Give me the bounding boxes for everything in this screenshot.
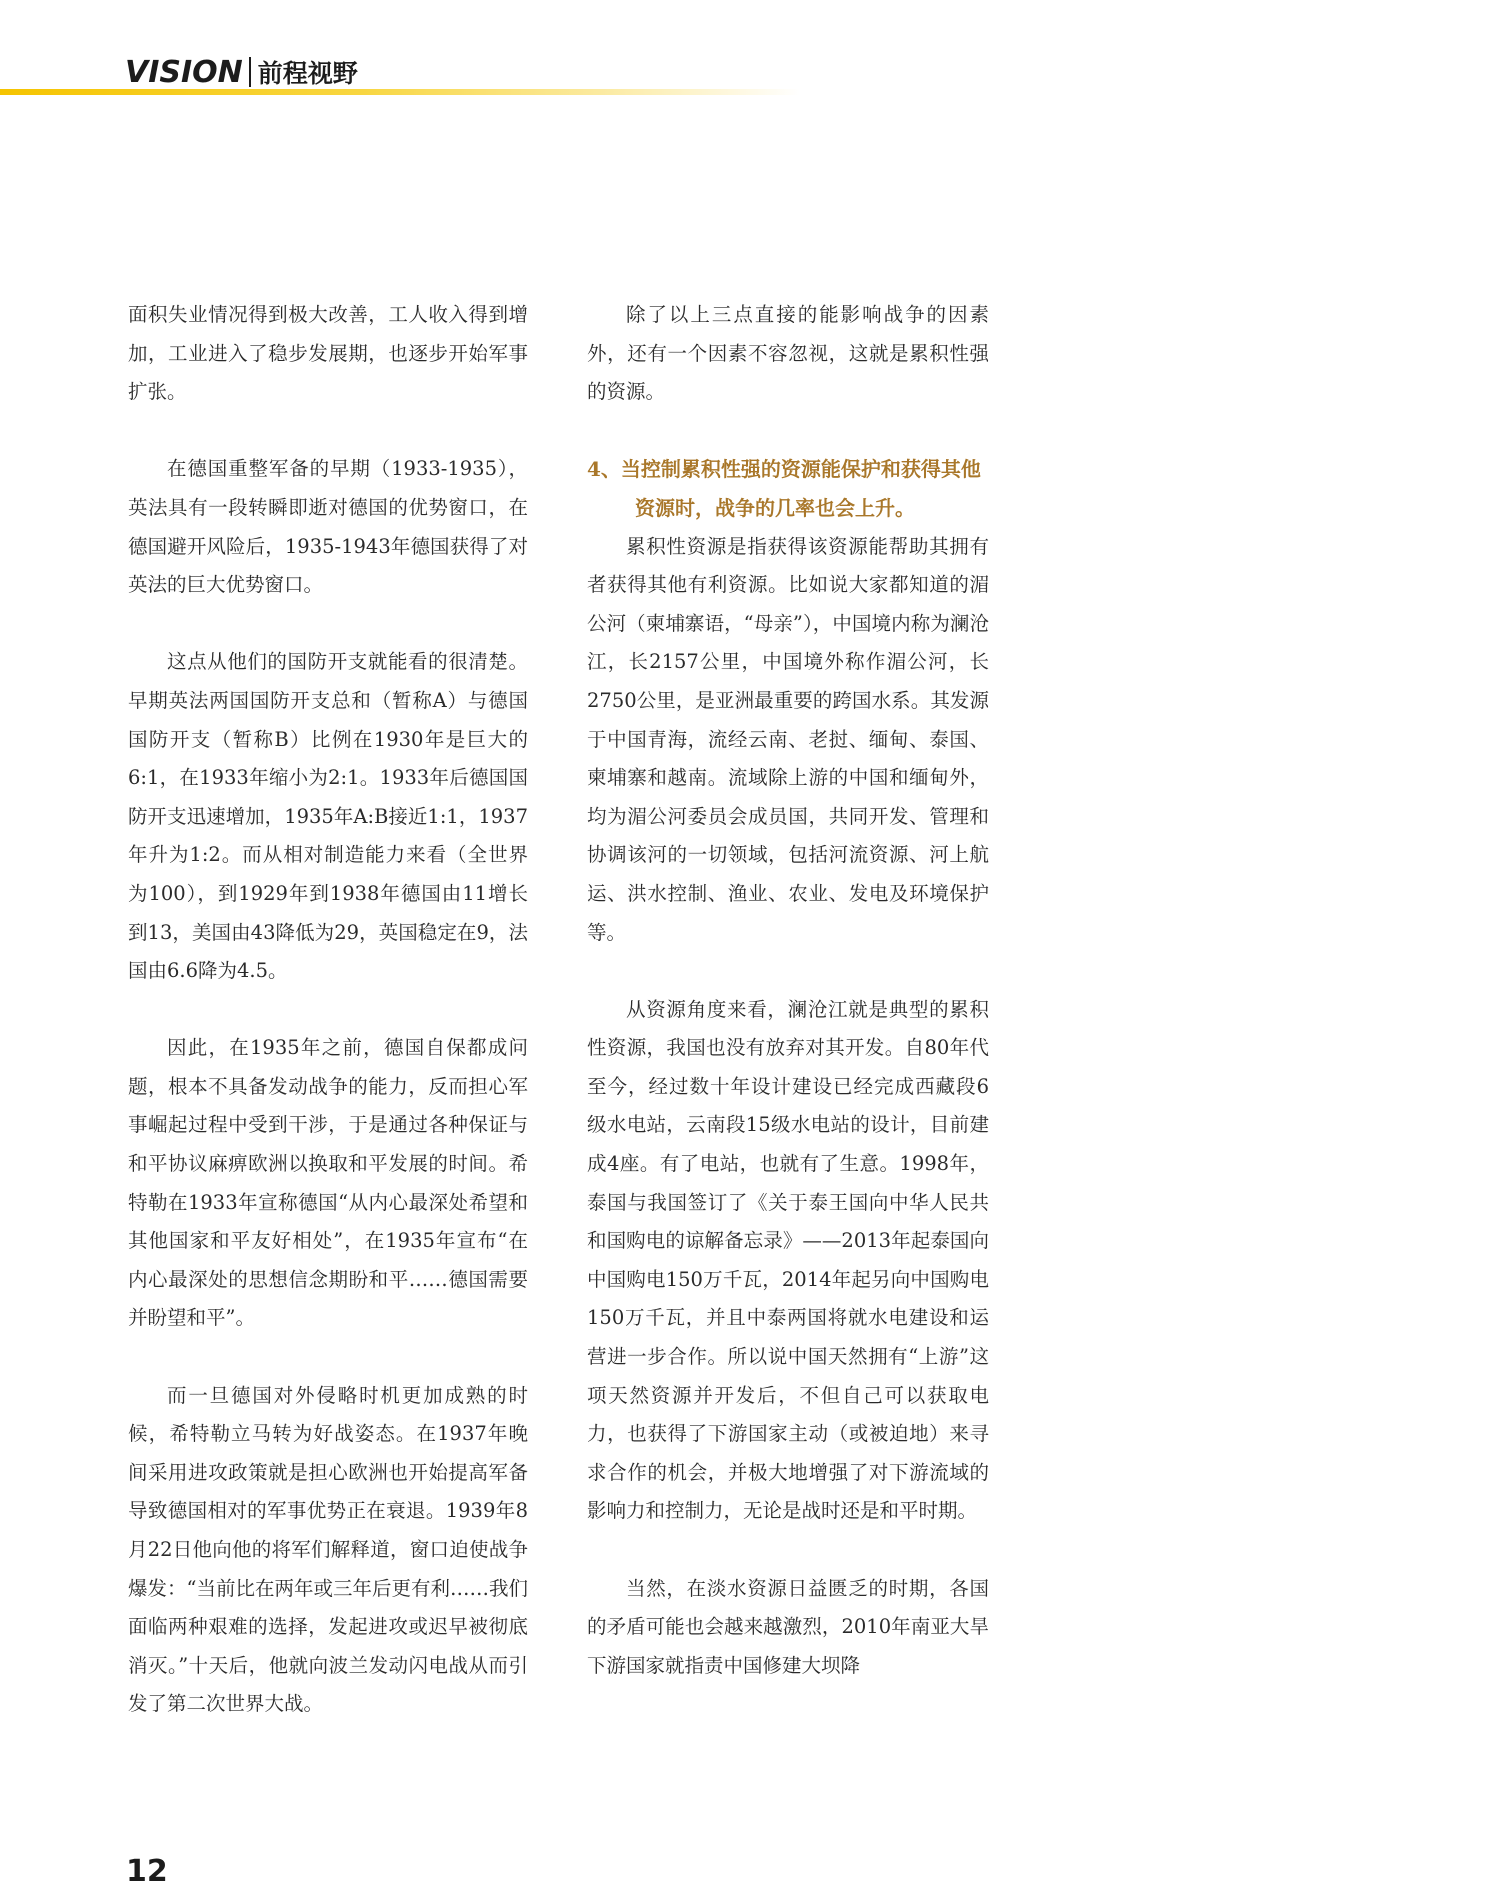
right-paragraph: 从资源角度来看，澜沧江就是典型的累积性资源，我国也没有放弃对其开发。自80年代至今，经过数十年设计建设已经完成西藏段6级水电站，云南段15级水电站的设计，目前建成4座。有了电站，也就有了生意。1998年，泰国与我国签订了《关于泰王国向中华人民共和国购电的谅解备忘录》——2013年起泰国向中国购电150万千瓦，2014年起另向中国购电150万千瓦，并且中泰两国将就水电建设和运营进一步合作。所以说中国天然拥有“上游”这项天然资源并开发后，不但自己可以获取电力，也获得了下游国家主动（或被迫地）来寻求合作的机会，并极大地增强了对下游流域的影响力和控制力，无论是战时还是和平时期。 <box>587 997 989 1523</box>
right-paragraph: 当然，在淡水资源日益匮乏的时期，各国的矛盾可能也会越来越激烈，2010年南亚大旱下游国家就指责中国修建大坝降 <box>587 1576 989 1677</box>
page-header <box>125 52 358 92</box>
right-intro-paragraph: 除了以上三点直接的能影响战争的因素外，还有一个因素不容忽视，这就是累积性强的资源。 <box>587 303 989 404</box>
paragraph-gap <box>128 605 528 644</box>
paragraph-gap <box>128 412 528 451</box>
paragraph-gap <box>587 952 989 991</box>
section-subheading: 4、当控制累积性强的资源能保护和获得其他资源时，战争的几率也会上升。 <box>587 457 981 520</box>
left-paragraph: 在德国重整军备的早期（1933-1935），英法具有一段转瞬即逝对德国的优势窗口，在德国避开风险后，1935-1943年德国获得了对英法的巨大优势窗口。 <box>128 457 528 597</box>
brand-divider <box>249 57 251 87</box>
paragraph-gap <box>128 991 528 1030</box>
left-paragraph: 这点从他们的国防开支就能看的很清楚。早期英法两国国防开支总和（暂称A）与德国国防开支（暂称B）比例在1930年是巨大的6:1，在1933年缩小为2:1。1933年后德国国防开支迅速增加，1935年A:B接近1:1，1937年升为1:2。而从相对制造能力来看（全世界为100），到1929年到1938年德国由11增长到13，美国由43降低为29，英国稳定在9，法国由6.6降为4.5。 <box>128 650 528 983</box>
left-paragraph-continued: 面积失业情况得到极大改善，工人收入得到增加，工业进入了稳步发展期，也逐步开始军事扩张。 <box>128 303 528 404</box>
page-number: 12 <box>126 1854 168 1889</box>
paragraph-gap <box>128 1338 528 1377</box>
paragraph-gap <box>587 412 989 451</box>
right-column <box>587 296 989 1685</box>
left-paragraph: 而一旦德国对外侵略时机更加成熟的时候，希特勒立马转为好战姿态。在1937年晚间采用进攻政策就是担心欧洲也开始提高军备导致德国相对的军事优势正在衰退。1939年8月22日他向他的将军们解释道，窗口迫使战争爆发：“当前比在两年或三年后更有利……我们面临两种艰难的选择，发起进攻或迟早被彻底消灭。”十天后，他就向波兰发动闪电战从而引发了第二次世界大战。 <box>128 1383 528 1716</box>
left-paragraph: 因此，在1935年之前，德国自保都成问题，根本不具备发动战争的能力，反而担心军事崛起过程中受到干涉，于是通过各种保证与和平协议麻痹欧洲以换取和平发展的时间。希特勒在1933年宣称德国“从内心最深处希望和其他国家和平友好相处”，在1935年宣布“在内心最深处的思想信念期盼和平……德国需要并盼望和平”。 <box>128 1036 528 1330</box>
header-accent-rule <box>0 89 800 95</box>
section-title: 前程视野 <box>257 59 358 88</box>
right-paragraph: 累积性资源是指获得该资源能帮助其拥有者获得其他有利资源。比如说大家都知道的湄公河（柬埔寨语，“母亲”），中国境内称为澜沧江，长2157公里，中国境外称作湄公河，长2750公里，是亚洲最重要的跨国水系。其发源于中国青海，流经云南、老挝、缅甸、泰国、柬埔寨和越南。流域除上游的中国和缅甸外，均为湄公河委员会成员国，共同开发、管理和协调该河的一切领域，包括河流资源、河上航运、洪水控制、渔业、农业、发电及环境保护等。 <box>587 534 989 944</box>
paragraph-gap <box>587 1531 989 1570</box>
left-column <box>128 296 528 1724</box>
magazine-brand: VISION <box>125 54 243 90</box>
